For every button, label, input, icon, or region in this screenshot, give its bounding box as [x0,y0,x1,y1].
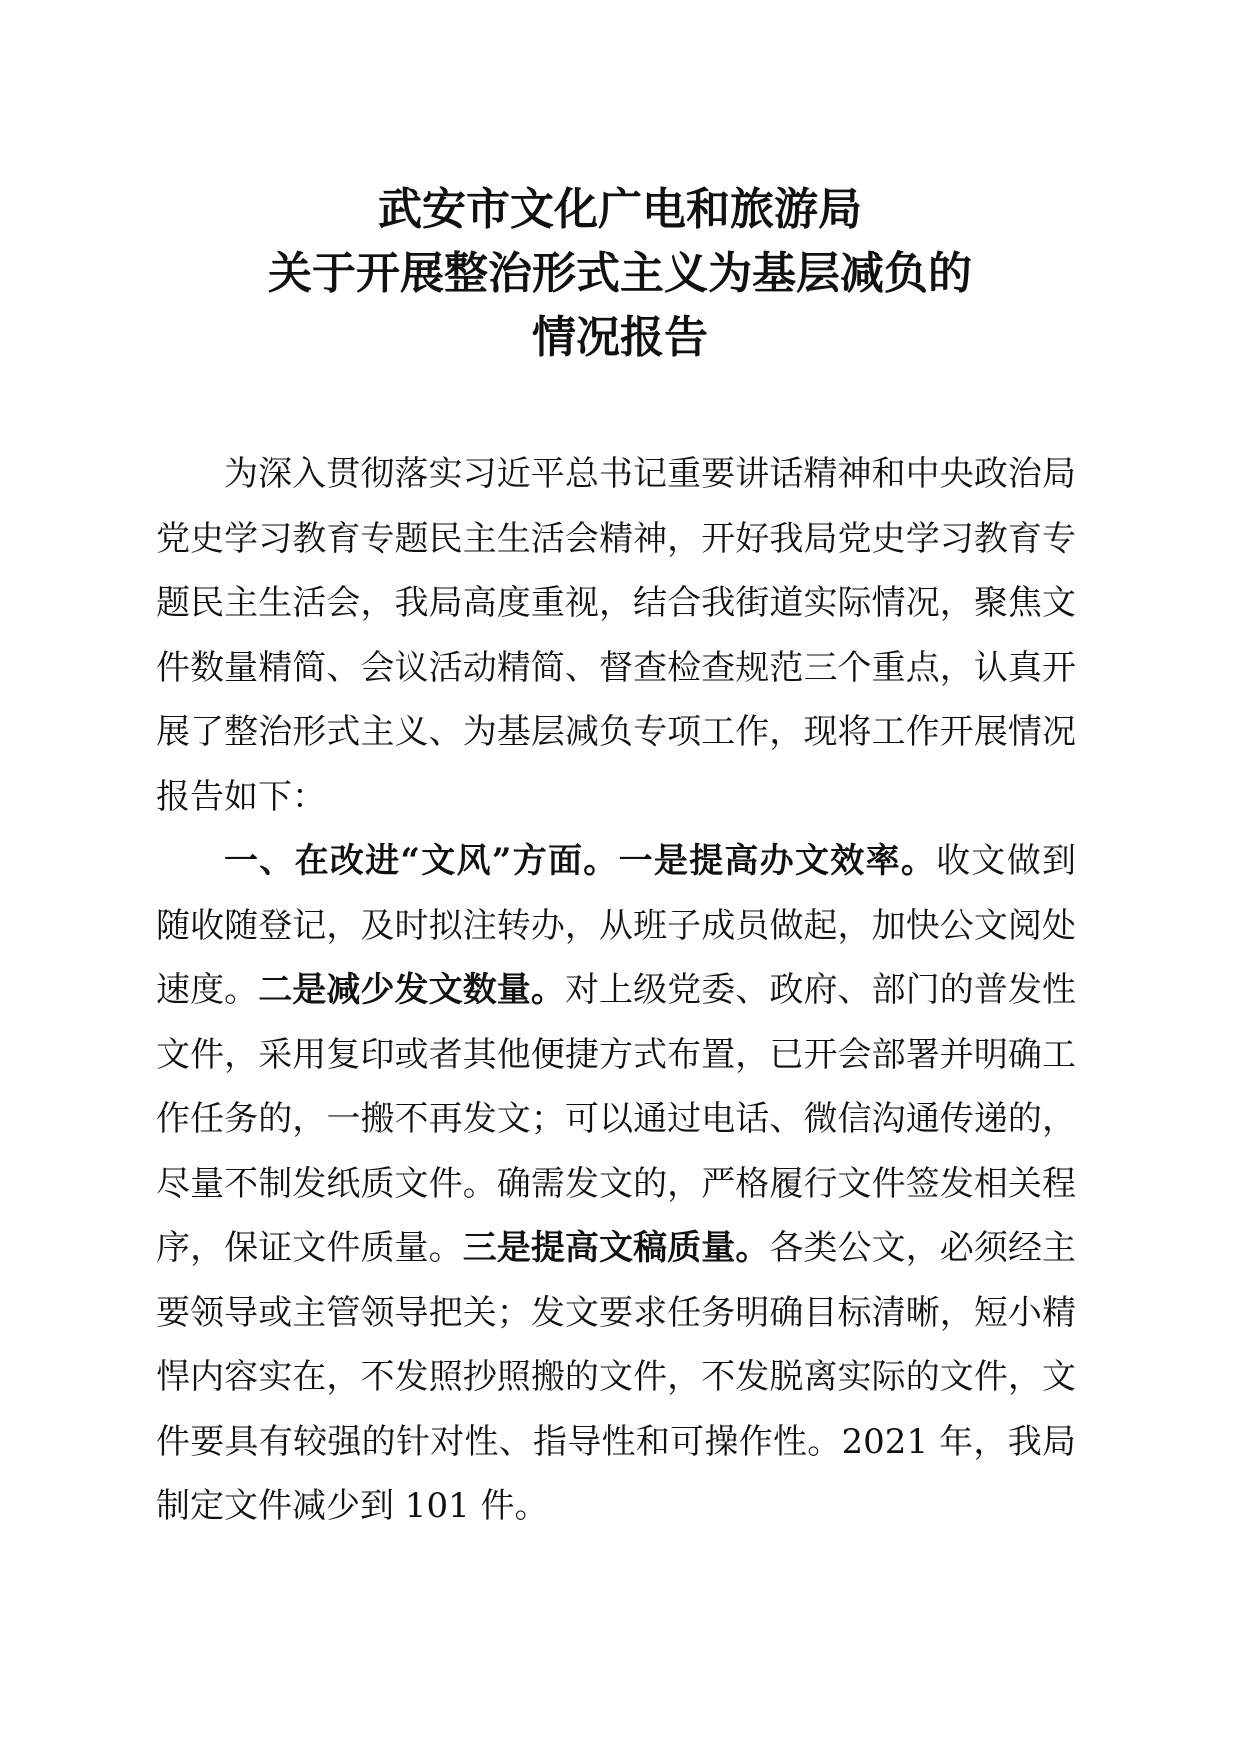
section-1-item-1-lead: 一是提高办文效率。 [618,841,937,881]
intro-paragraph: 为深入贯彻落实习近平总书记重要讲话精神和中央政治局党史学习教育专题民主生活会精神，开好我局党史学习教育专题民主生活会，我局高度重视，结合我街道实际情况，聚焦文件数量精简、会议活动精简、督查检查规范三个重点，认真开展了整治形式主义、为基层减负专项工作，现将工作开展情况报告如下： [156,454,1076,817]
section-1-paragraph [156,829,1076,1539]
section-1-item-2-text: 对上级党委、政府、部门的普发性文件，采用复印或者其他便捷方式布置，已开会部署并明确工作任务的，一搬不再发文；可以通过电话、微信沟通传递的，尽量不制发纸质文件。确需发文的，严格履行文件签发相关程序，保证文件质量。 [156,970,1077,1268]
document-body [156,442,1076,1539]
document-title [0,178,1240,370]
title-line-3: 情况报告 [532,312,708,363]
section-1-item-3-text: 各类公文，必须经主要领导或主管领导把关；发文要求任务明确目标清晰，短小精悍内容实在，不发照抄照搬的文件，不发脱离实际的文件，文件要具有较强的针对性、指导性和可操作性。2021 年，我局制定文件减少到 101 件。 [156,1228,1077,1526]
section-1-item-2-lead: 二是减少发文数量。 [258,970,565,1010]
section-1-item-3-lead: 三是提高文稿质量。 [462,1228,770,1268]
title-line-1: 武安市文化广电和旅游局 [378,184,862,235]
title-line-2: 关于开展整治形式主义为基层减负的 [268,248,972,299]
section-1-item-1-text: 收文做到随收随登记，及时拟注转办，从班子成员做起，加快公文阅处速度。 [156,841,1076,1010]
section-1-heading: 一、在改进“文风”方面。 [224,841,619,881]
